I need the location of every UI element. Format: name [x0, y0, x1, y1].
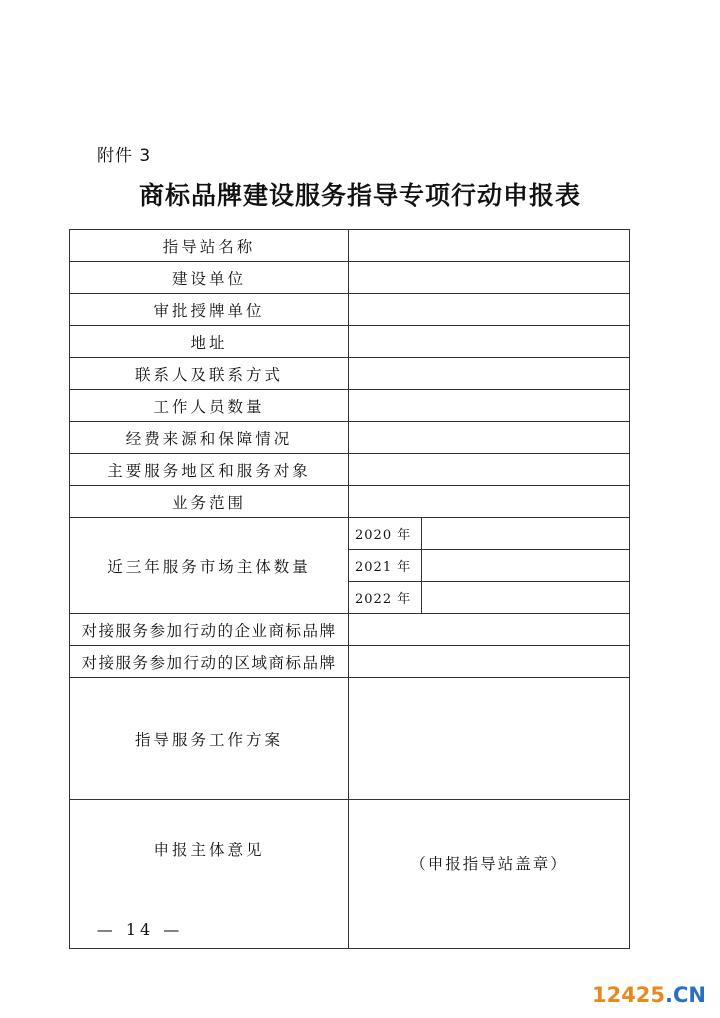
field-value-address	[349, 326, 630, 358]
table-row	[70, 230, 630, 262]
table-row	[70, 262, 630, 294]
field-value-2022	[422, 582, 630, 614]
year-label-2020: 2020 年	[349, 518, 422, 550]
field-label-service-plan: 指导服务工作方案	[70, 678, 349, 800]
table-row	[70, 614, 630, 646]
table-row	[70, 390, 630, 422]
table-row	[70, 678, 630, 800]
year-label-2022: 2022 年	[349, 582, 422, 614]
field-label-service-area: 主要服务地区和服务对象	[70, 454, 349, 486]
table-row	[70, 326, 630, 358]
year-label-2021: 2021 年	[349, 550, 422, 582]
table-row	[70, 358, 630, 390]
watermark-number: 12425	[591, 983, 666, 1007]
watermark-suffix: .CN	[665, 983, 706, 1007]
page-number: — 14 —	[96, 920, 184, 939]
form-title: 商标品牌建设服务指导专项行动申报表	[138, 181, 581, 210]
field-value-funding	[349, 422, 630, 454]
field-value-enterprise-brand	[349, 614, 630, 646]
field-value-approval-unit	[349, 294, 630, 326]
field-label-funding: 经费来源和保障情况	[70, 422, 349, 454]
attachment-label: 附件 3	[97, 146, 152, 166]
table-row	[70, 646, 630, 678]
field-label-regional-brand: 对接服务参加行动的区域商标品牌	[70, 646, 349, 678]
field-value-contact	[349, 358, 630, 390]
field-label-staff-count: 工作人员数量	[70, 390, 349, 422]
field-value-station-name	[349, 230, 630, 262]
field-value-business-scope	[349, 486, 630, 518]
field-value-construction-unit	[349, 262, 630, 294]
table-row	[70, 518, 630, 550]
field-label-construction-unit: 建设单位	[70, 262, 349, 294]
field-label-business-scope: 业务范围	[70, 486, 349, 518]
site-watermark	[592, 983, 706, 1007]
application-form-table	[69, 229, 630, 949]
field-value-service-plan	[349, 678, 630, 800]
field-label-approval-unit: 审批授牌单位	[70, 294, 349, 326]
field-label-enterprise-brand: 对接服务参加行动的企业商标品牌	[70, 614, 349, 646]
table-row	[70, 454, 630, 486]
field-label-station-name: 指导站名称	[70, 230, 349, 262]
field-label-market-entities: 近三年服务市场主体数量	[70, 518, 349, 614]
seal-note: （申报指导站盖章）	[349, 800, 630, 949]
field-value-2021	[422, 550, 630, 582]
field-value-regional-brand	[349, 646, 630, 678]
table-row	[70, 422, 630, 454]
field-label-applicant-opinion: 申报主体意见	[70, 800, 349, 949]
field-label-contact: 联系人及联系方式	[70, 358, 349, 390]
field-value-staff-count	[349, 390, 630, 422]
field-label-address: 地址	[70, 326, 349, 358]
field-value-service-area	[349, 454, 630, 486]
table-row	[70, 294, 630, 326]
field-value-2020	[422, 518, 630, 550]
table-row	[70, 486, 630, 518]
